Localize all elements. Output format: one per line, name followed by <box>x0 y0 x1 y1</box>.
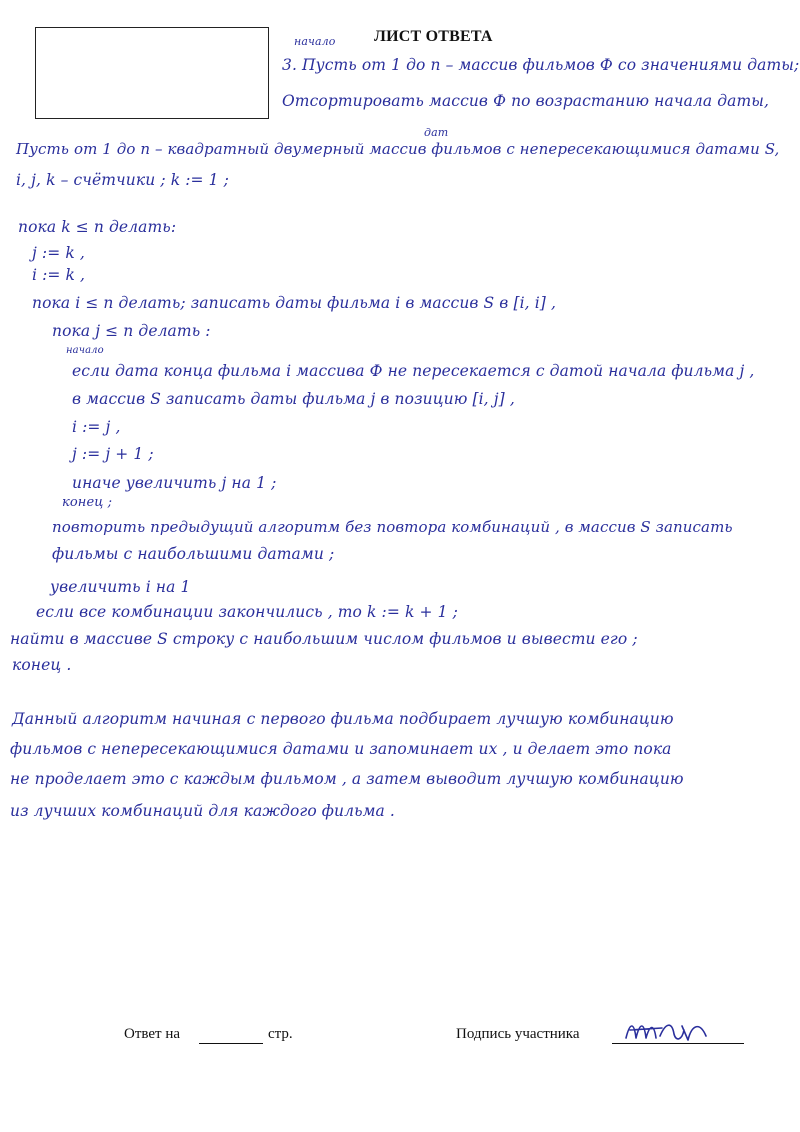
answer-line-20: найти в массиве S строку с наибольшим числом фильмов и вывести его ; <box>10 630 638 648</box>
answer-line-6: j := k , <box>32 244 85 262</box>
answer-line-16: повторить предыдущий алгоритм без повтора комбинаций , в массив S записать <box>52 518 733 536</box>
participant-code-box <box>35 27 269 119</box>
sheet-title: ЛИСТ ОТВЕТА <box>374 28 493 45</box>
page-count-blank <box>199 1043 263 1044</box>
pages-suffix-label: стр. <box>268 1026 293 1042</box>
superscript-start-2: начало <box>66 345 104 356</box>
answer-line-13: j := j + 1 ; <box>72 445 154 463</box>
answer-line-18: увеличить i на 1 <box>50 578 191 596</box>
answer-line-21: конец . <box>12 656 72 674</box>
answer-line-9: пока j ≤ n делать : <box>52 322 211 340</box>
explanation-line-1: Данный алгоритм начиная с первого фильма подбирает лучшую комбинацию <box>12 710 674 728</box>
answer-line-3: Пусть от 1 до n – квадратный двумерный массив фильмов с непересекающимися датами S, <box>16 140 780 158</box>
signature-label: Подпись участника <box>456 1026 580 1042</box>
explanation-line-3: не проделает это с каждым фильмом , а затем выводит лучшую комбинацию <box>10 770 684 788</box>
answer-line-5: пока k ≤ n делать: <box>18 218 177 236</box>
answer-line-15: конец ; <box>62 495 113 510</box>
participant-signature <box>622 1016 712 1046</box>
answer-line-1: 3. Пусть от 1 до n – массив фильмов Ф со значениями даты; <box>282 56 800 74</box>
answer-line-14: иначе увеличить j на 1 ; <box>72 474 277 492</box>
answer-line-4: i, j, k – счётчики ; k := 1 ; <box>16 171 229 189</box>
superscript-start: начало <box>294 35 336 48</box>
superscript-dat: дат <box>424 126 449 139</box>
answer-line-11: в массив S записать даты фильма j в позицию [i, j] , <box>72 390 515 408</box>
answer-line-17: фильмы с наибольшими датами ; <box>52 545 335 563</box>
answer-line-7: i := k , <box>32 266 86 284</box>
answer-line-8: пока i ≤ n делать; записать даты фильма i в массив S в [i, i] , <box>32 294 556 312</box>
answer-line-19: если все комбинации закончились , то k := k + 1 ; <box>36 603 458 621</box>
explanation-line-2: фильмов с непересекающимися датами и запоминает их , и делает это пока <box>10 740 672 758</box>
answer-line-10: если дата конца фильма i массива Ф не пересекается с датой начала фильма j , <box>72 362 755 380</box>
answer-on-label: Ответ на <box>124 1026 181 1042</box>
answer-line-2: Отсортировать массив Ф по возрастанию начала даты, <box>282 92 770 110</box>
explanation-line-4: из лучших комбинаций для каждого фильма . <box>10 802 395 820</box>
answer-line-12: i := j , <box>72 418 121 436</box>
